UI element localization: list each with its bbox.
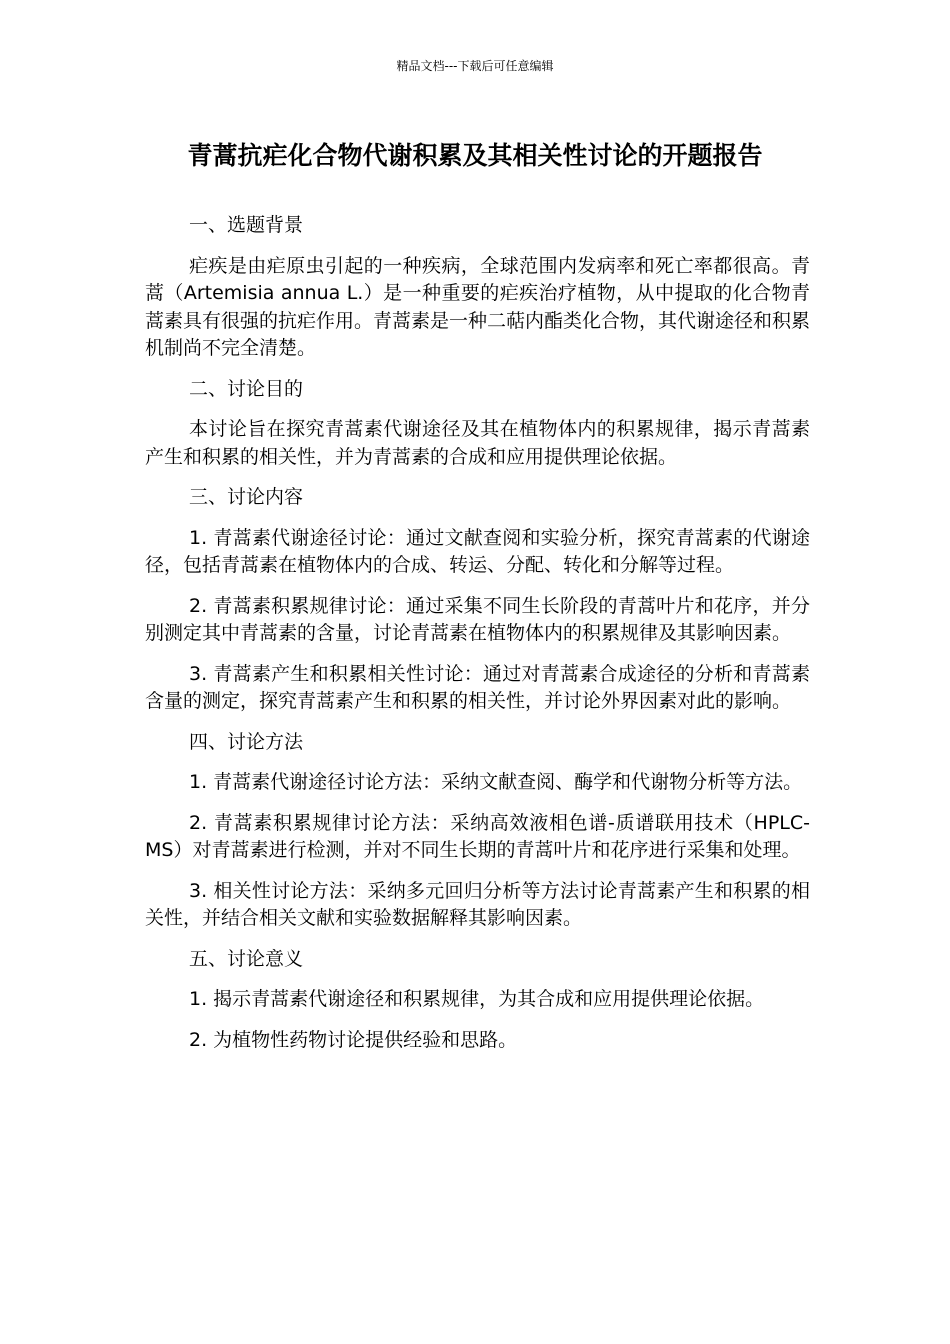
section-heading-methods: 四、讨论方法 <box>189 730 304 753</box>
paragraph-significance-2: 2. 为植物性药物讨论提供经验和思路。 <box>189 1028 518 1051</box>
paragraph-methods-2: 2. 青蒿素积累规律讨论方法：采纳高效液相色谱-质谱联用技术（HPLC-MS）对青蒿素进行检测，并对不同生长期的青蒿叶片和花序进行采集和处理。 <box>145 811 810 861</box>
paragraph-methods-1: 1. 青蒿素代谢途径讨论方法：采纳文献查阅、酶学和代谢物分析等方法。 <box>189 771 803 793</box>
section-heading-content: 三、讨论内容 <box>189 486 304 508</box>
paragraph-background: 疟疾是由疟原虫引起的一种疾病，全球范围内发病率和死亡率都很高。青蒿（Artemisia annua L.）是一种重要的疟疾治疗植物，从中提取的化合物青蒿素具有很强的抗疟作用。青蒿素是一种二萜内酯类化合物，其代谢途径和积累机制尚不完全清楚。 <box>145 254 811 359</box>
paragraph-purpose: 本讨论旨在探究青蒿素代谢途径及其在植物体内的积累规律，揭示青蒿素产生和积累的相关性，并为青蒿素的合成和应用提供理论依据。 <box>145 418 810 468</box>
section-heading-significance: 五、讨论意义 <box>189 947 304 970</box>
paragraph-content-3: 3. 青蒿素产生和积累相关性讨论：通过对青蒿素合成途径的分析和青蒿素含量的测定，探究青蒿素产生和积累的相关性，并讨论外界因素对此的影响。 <box>145 662 810 712</box>
document-title: 青蒿抗疟化合物代谢积累及其相关性讨论的开题报告 <box>187 141 763 170</box>
section-heading-background: 一、选题背景 <box>189 214 304 236</box>
paragraph-content-1: 1. 青蒿素代谢途径讨论：通过文献查阅和实验分析，探究青蒿素的代谢途径，包括青蒿素在植物体内的合成、转运、分配、转化和分解等过程。 <box>145 526 810 576</box>
header-note: 精品文档---下载后可任意编辑 <box>396 59 554 73</box>
paragraph-methods-3: 3. 相关性讨论方法：采纳多元回归分析等方法讨论青蒿素产生和积累的相关性，并结合相关文献和实验数据解释其影响因素。 <box>145 879 810 929</box>
paragraph-content-2: 2. 青蒿素积累规律讨论：通过采集不同生长阶段的青蒿叶片和花序，并分别测定其中青蒿素的含量，讨论青蒿素在植物体内的积累规律及其影响因素。 <box>145 594 810 644</box>
paragraph-significance-1: 1. 揭示青蒿素代谢途径和积累规律，为其合成和应用提供理论依据。 <box>189 988 765 1010</box>
document-body <box>145 212 810 1067</box>
section-heading-purpose: 二、讨论目的 <box>189 377 304 400</box>
